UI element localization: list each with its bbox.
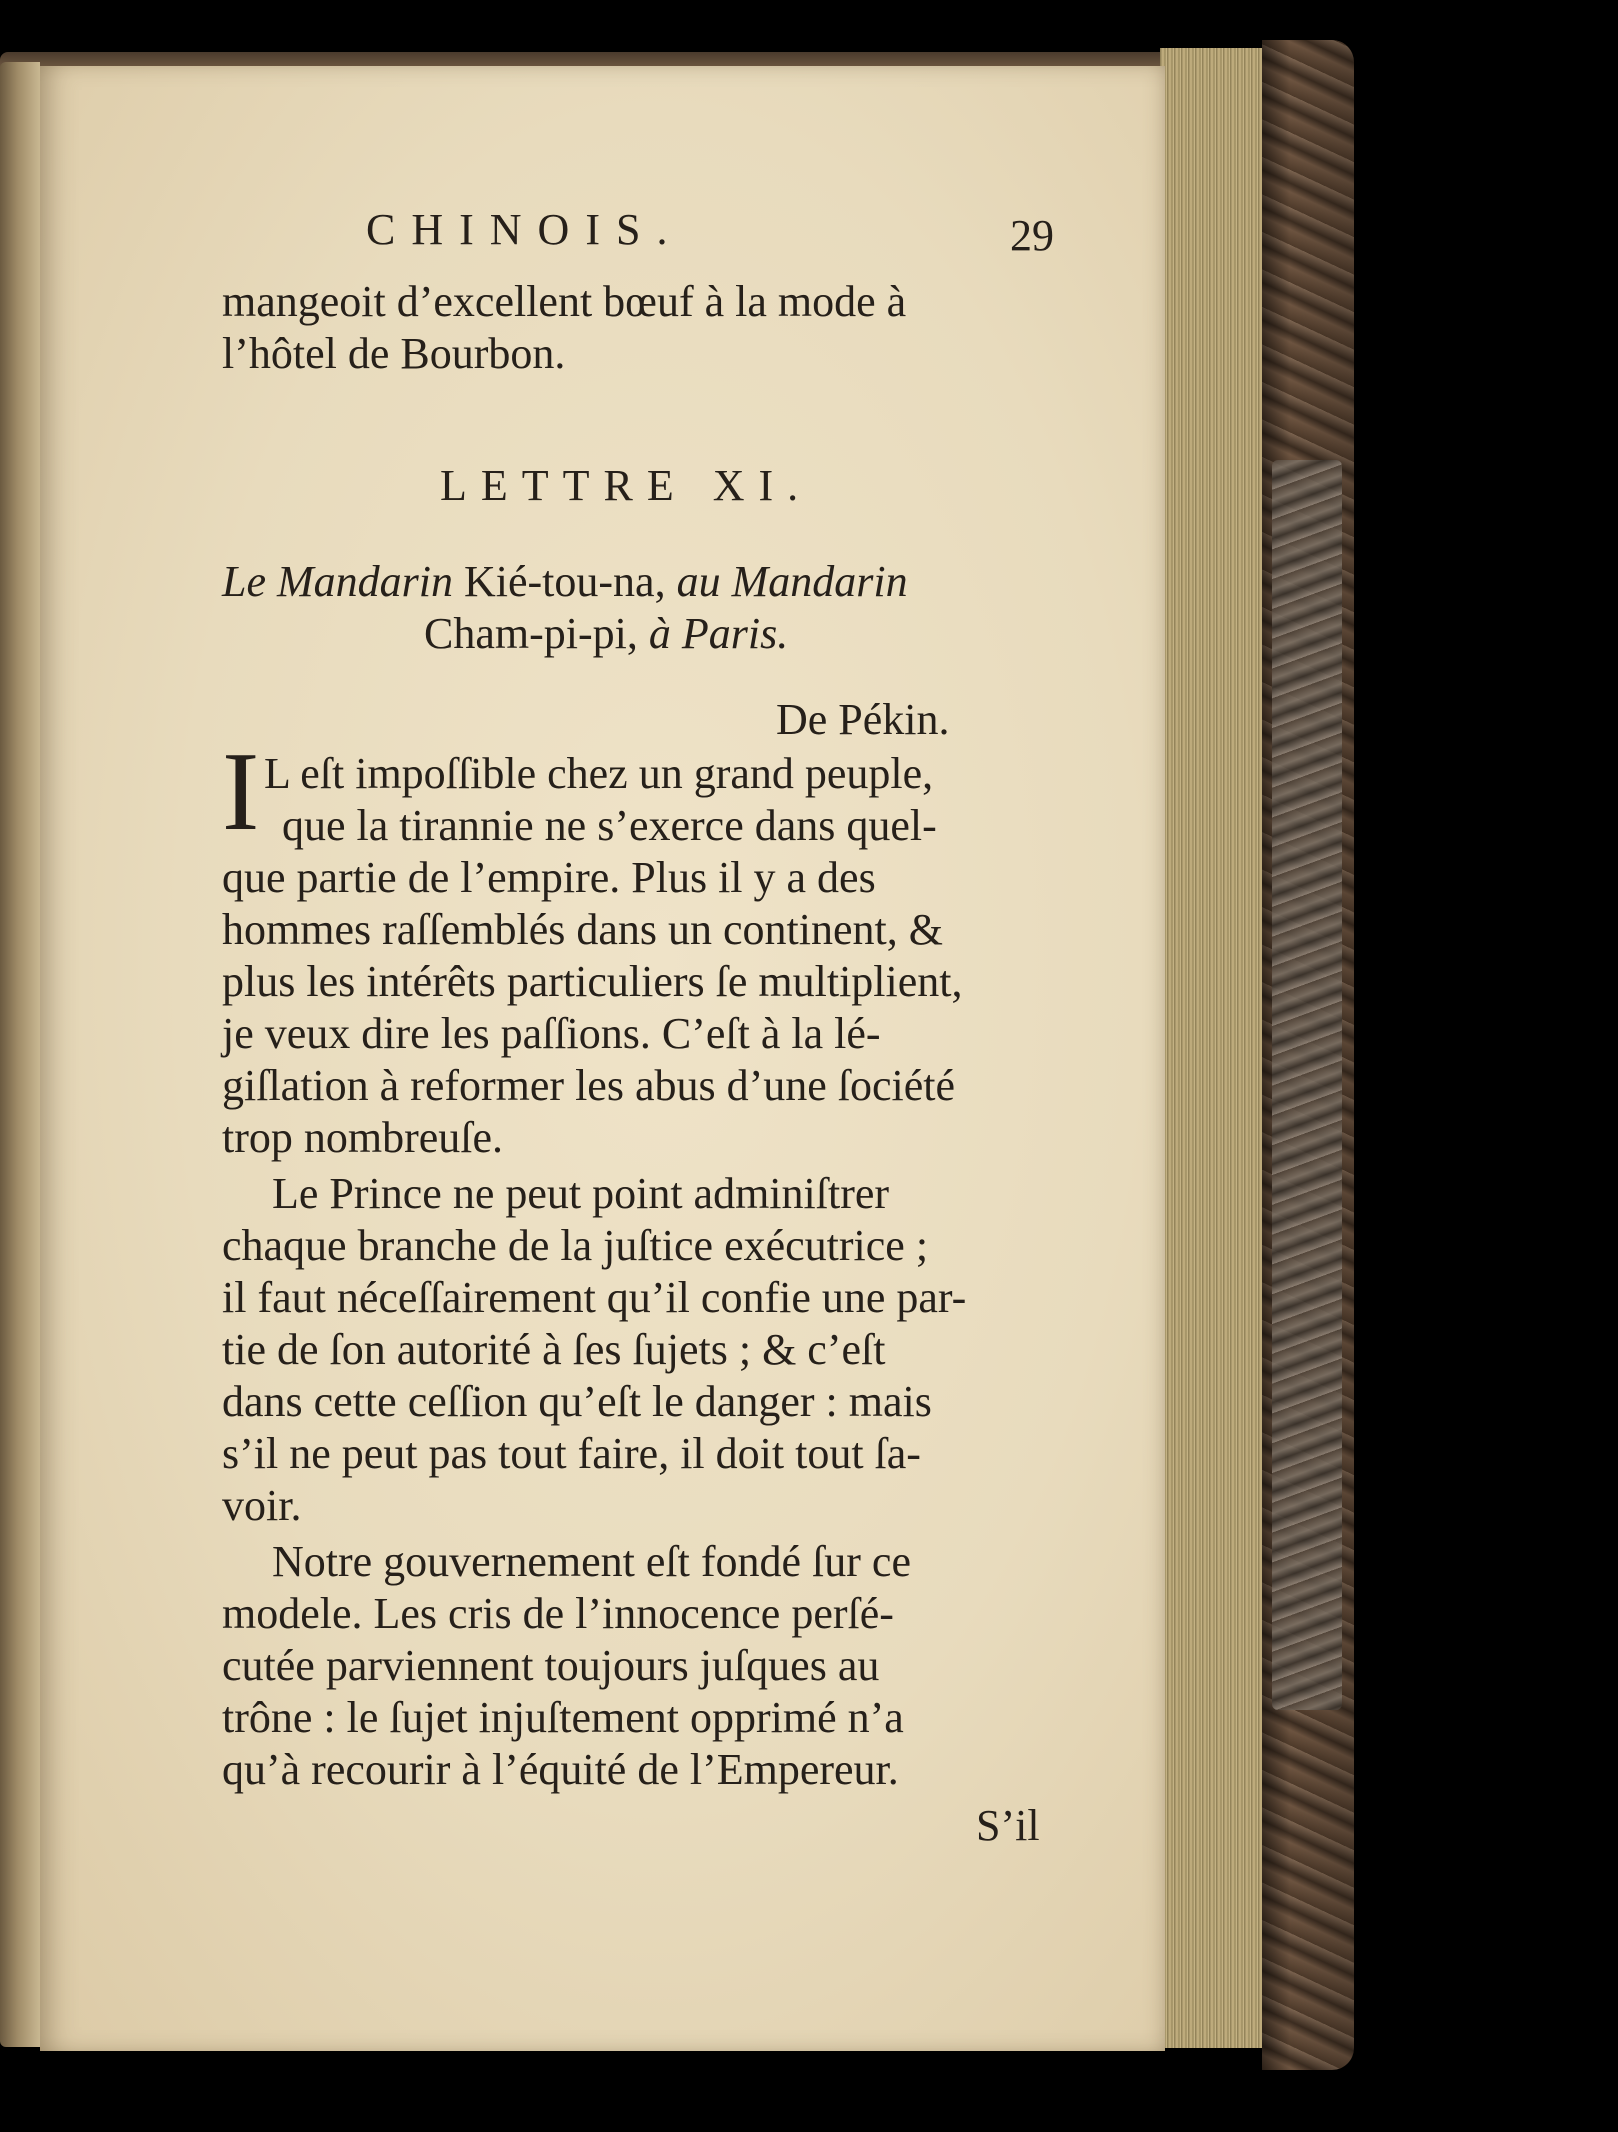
body-line: que la tirannie ne s’exerce dans quel- bbox=[282, 801, 937, 850]
body-line: que partie de l’empire. Plus il y a des bbox=[222, 853, 876, 902]
dateline: De Pékin. bbox=[776, 695, 950, 744]
catchword: S’il bbox=[976, 1801, 1040, 1850]
page-number: 29 bbox=[1010, 211, 1054, 260]
running-head: CHINOIS. bbox=[366, 205, 684, 254]
address-part: Cham-pi-pi, bbox=[424, 609, 638, 658]
address-part: au Mandarin bbox=[676, 557, 908, 606]
continuation-line: l’hôtel de Bourbon. bbox=[222, 329, 566, 378]
body-line: L eſt impoſſible chez un grand peuple, bbox=[264, 749, 934, 798]
letter-heading: LETTRE XI. bbox=[440, 461, 813, 510]
body-line: tie de ſon autorité à ſes ſujets ; & c’eſt bbox=[222, 1325, 886, 1374]
body-line: modele. Les cris de l’innocence perſé- bbox=[222, 1589, 894, 1638]
body-line: Notre gouvernement eſt fondé ſur ce bbox=[272, 1537, 911, 1586]
body-line: voir. bbox=[222, 1481, 302, 1530]
body-line: giſlation à reformer les abus d’une ſociété bbox=[222, 1061, 956, 1110]
left-page-edge bbox=[0, 62, 40, 2047]
body-line: trône : le ſujet injuſtement opprimé n’a bbox=[222, 1693, 904, 1742]
body-line: il faut néceſſairement qu’il confie une par- bbox=[222, 1273, 967, 1322]
marbled-board bbox=[1272, 460, 1342, 1710]
address-part: Kié-tou-na, bbox=[464, 557, 666, 606]
continuation-line: mangeoit d’excellent bœuf à la mode à bbox=[222, 277, 907, 326]
body-line: chaque branche de la juſtice exécutrice ; bbox=[222, 1221, 929, 1270]
body-line: cutée parviennent toujours juſques au bbox=[222, 1641, 880, 1690]
body-line: dans cette ceſſion qu’eſt le danger : mais bbox=[222, 1377, 932, 1426]
body-line: hommes raſſemblés dans un continent, & bbox=[222, 905, 943, 954]
body-line: trop nombreuſe. bbox=[222, 1113, 504, 1162]
address-part: Le Mandarin bbox=[222, 557, 453, 606]
body-line: qu’à recourir à l’équité de l’Empereur. bbox=[222, 1745, 899, 1794]
body-line: plus les intérêts particuliers ſe multiplient, bbox=[222, 957, 963, 1006]
address-part: à Paris. bbox=[648, 609, 789, 658]
drop-cap: I bbox=[222, 730, 260, 854]
body-line: Le Prince ne peut point adminiſtrer bbox=[272, 1169, 890, 1218]
address-line-1 bbox=[222, 556, 908, 607]
address-line-2 bbox=[424, 608, 788, 659]
body-line: s’il ne peut pas tout faire, il doit tout ſa- bbox=[222, 1429, 921, 1478]
body-line: je veux dire les paſſions. C’eſt à la lé- bbox=[222, 1009, 881, 1058]
